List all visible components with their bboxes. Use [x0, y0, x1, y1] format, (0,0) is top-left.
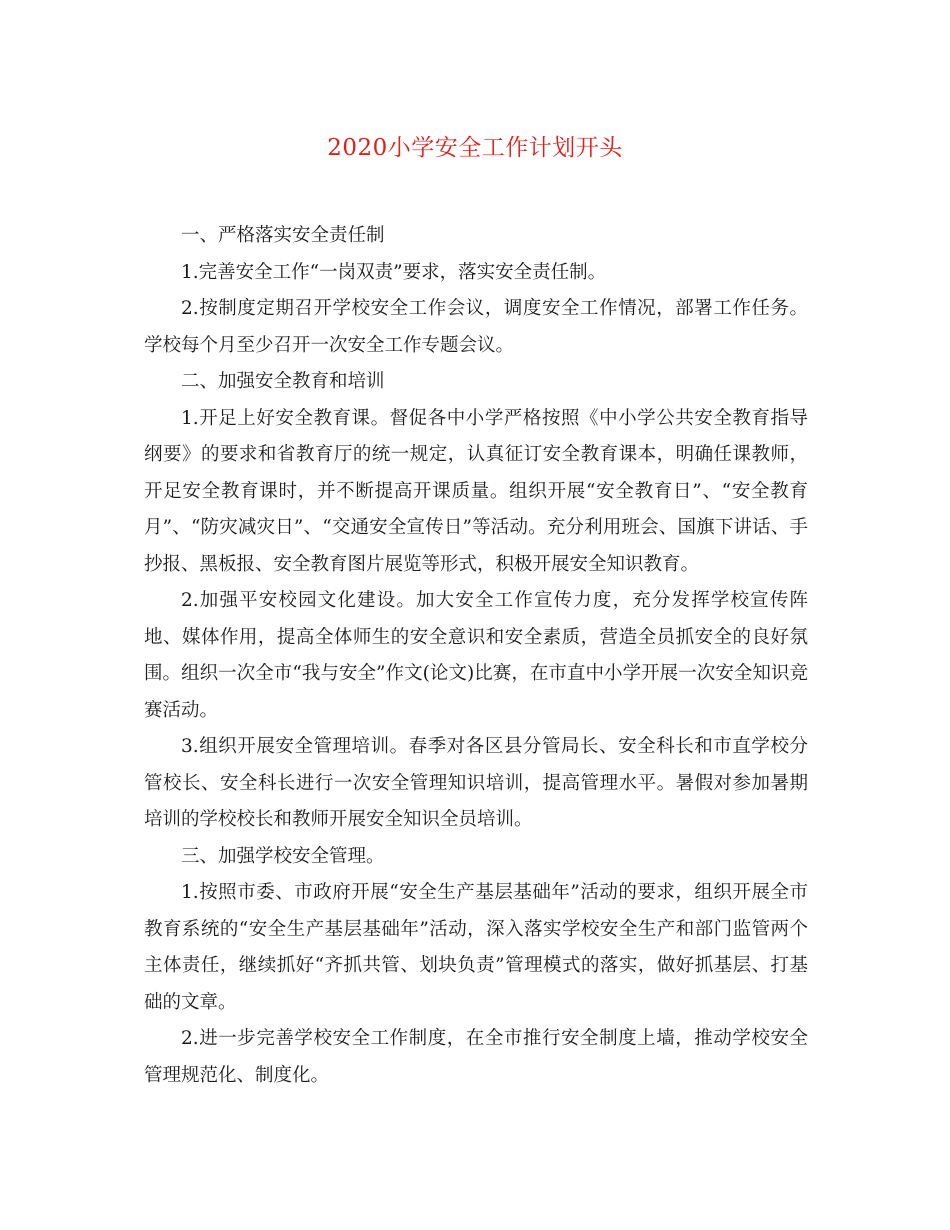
paragraph: 2.进一步完善学校安全工作制度，在全市推行安全制度上墙，推动学校安全管理规范化、制度化。 — [144, 1028, 808, 1086]
paragraph: 3.组织开展安全管理培训。春季对各区县分管局长、安全科长和市直学校分管校长、安全科长进行一次安全管理知识培训，提高管理水平。暑假对参加暑期培训的学校校长和教师开展安全知识全员培训。 — [144, 736, 808, 830]
paragraph: 1.按照市委、市政府开展“安全生产基层基础年”活动的要求，组织开展全市教育系统的“安全生产基层基础年”活动，深入落实学校安全生产和部门监管两个主体责任，继续抓好“齐抓共管、划块负责”管理模式的落实，做好抓基层、打基础的文章。 — [144, 882, 808, 1013]
document-body — [144, 218, 808, 1094]
section-heading-2: 二、加强安全教育和培训 — [181, 371, 385, 392]
document-title: 2020小学安全工作计划开头 — [327, 135, 623, 161]
paragraph: 1.开足上好安全教育课。督促各中小学严格按照《中小学公共安全教育指导纲要》的要求和省教育厅的统一规定，认真征订安全教育课本，明确任课教师，开足安全教育课时，并不断提高开课质量。组织开展“安全教育日”、“安全教育月”、“防灾减灾日”、“交通安全宣传日”等活动。充分利用班会、国旗下讲话、手抄报、黑板报、安全教育图片展览等形式，积极开展安全知识教育。 — [144, 407, 808, 575]
paragraph: 1.完善安全工作“一岗双责”要求，落实安全责任制。 — [181, 261, 607, 283]
paragraph: 2.按制度定期召开学校安全工作会议，调度安全工作情况，部署工作任务。学校每个月至少召开一次安全工作专题会议。 — [144, 298, 808, 356]
section-heading-3: 三、加强学校安全管理。 — [181, 845, 385, 867]
paragraph: 2.加强平安校园文化建设。加大安全工作宣传力度，充分发挥学校宣传阵地、媒体作用，提高全体师生的安全意识和安全素质，营造全员抓安全的良好氛围。组织一次全市“我与安全”作文(论文)比赛，在市直中小学开展一次安全知识竞赛活动。 — [144, 590, 808, 721]
section-heading-1: 一、严格落实安全责任制 — [181, 225, 385, 246]
